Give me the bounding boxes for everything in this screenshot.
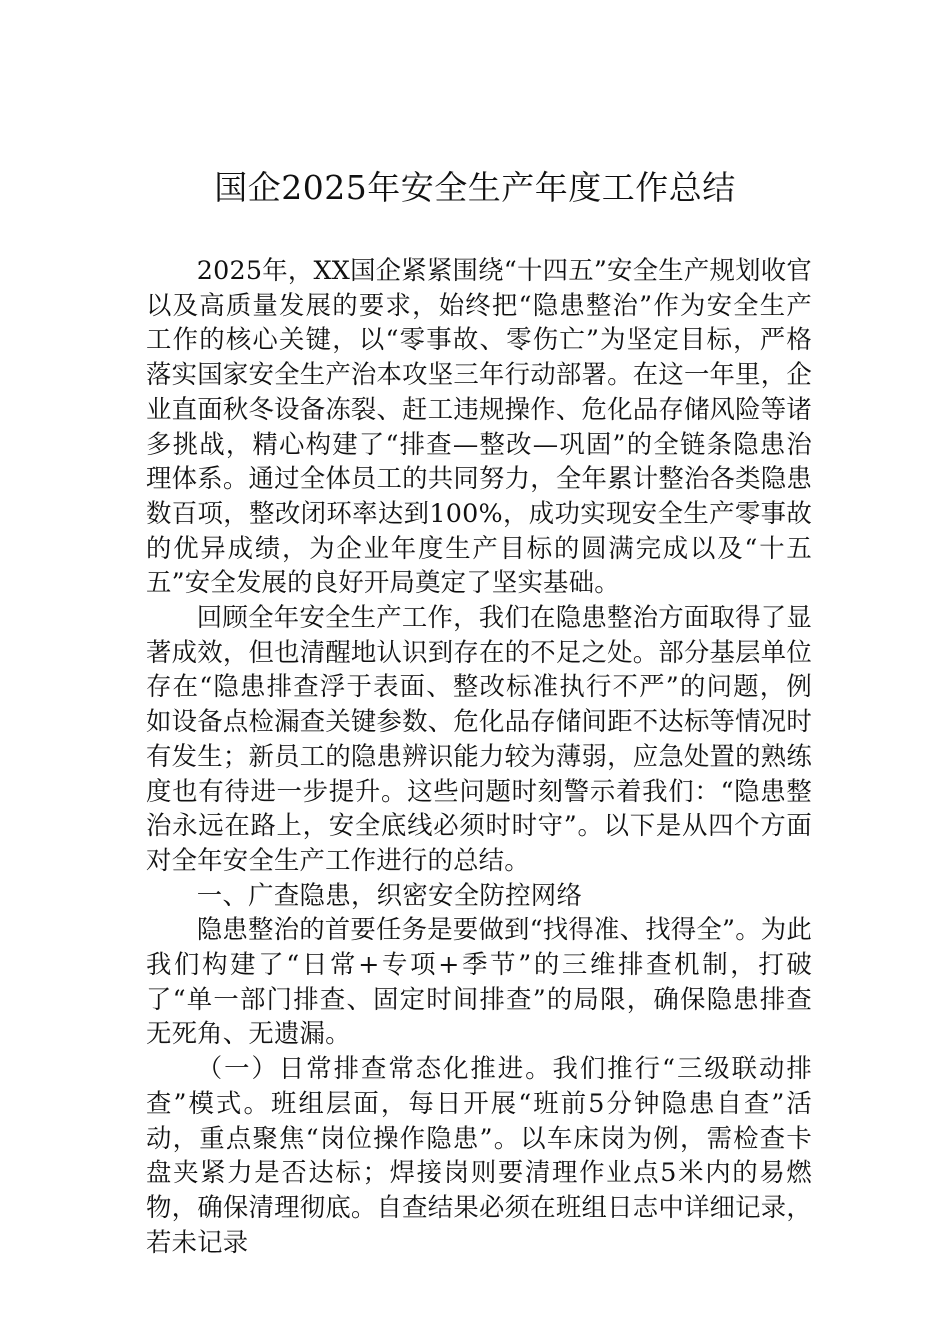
- section-1-paragraph: 隐患整治的首要任务是要做到“找得准、找得全”。为此我们构建了“日常+专项+季节”的三维排查机制，打破了“单一部门排查、固定时间排查”的局限，确保隐患排查无死角、无遗漏。: [146, 914, 812, 1049]
- document-title: 国企2025年安全生产年度工作总结: [214, 168, 736, 207]
- review-paragraph: 回顾全年安全生产工作，我们在隐患整治方面取得了显著成效，但也清醒地认识到存在的不足之处。部分基层单位存在“隐患排查浮于表面、整改标准执行不严”的问题，例如设备点检漏查关键参数、危化品存储间距不达标等情况时有发生；新员工的隐患辨识能力较为薄弱，应急处置的熟练度也有待进一步提升。这些问题时刻警示着我们：“隐患整治永远在路上，安全底线必须时时守”。以下是从四个方面对全年安全生产工作进行的总结。: [146, 602, 812, 875]
- subsection-1-paragraph: （一）日常排查常态化推进。我们推行“三级联动排查”模式。班组层面，每日开展“班前5分钟隐患自查”活动，重点聚焦“岗位操作隐患”。以车床岗为例，需检查卡盘夹紧力是否达标；焊接岗则要清理作业点5米内的易燃物，确保清理彻底。自查结果必须在班组日志中详细记录，若未记录: [146, 1053, 812, 1257]
- section-heading-1: 一、广查隐患，织密安全防控网络: [196, 879, 583, 910]
- document-body: [146, 253, 812, 1259]
- intro-paragraph: 2025年，XX国企紧紧围绕“十四五”安全生产规划收官以及高质量发展的要求，始终把“隐患整治”作为安全生产工作的核心关键，以“零事故、零伤亡”为坚定目标，严格落实国家安全生产治本攻坚三年行动部署。在这一年里，企业直面秋冬设备冻裂、赶工违规操作、危化品存储风险等诸多挑战，精心构建了“排查—整改—巩固”的全链条隐患治理体系。通过全体员工的共同努力，全年累计整治各类隐患数百项，整改闭环率达到100%，成功实现安全生产零事故的优异成绩，为企业年度生产目标的圆满完成以及“十五五”安全发展的良好开局奠定了坚实基础。: [146, 255, 812, 598]
